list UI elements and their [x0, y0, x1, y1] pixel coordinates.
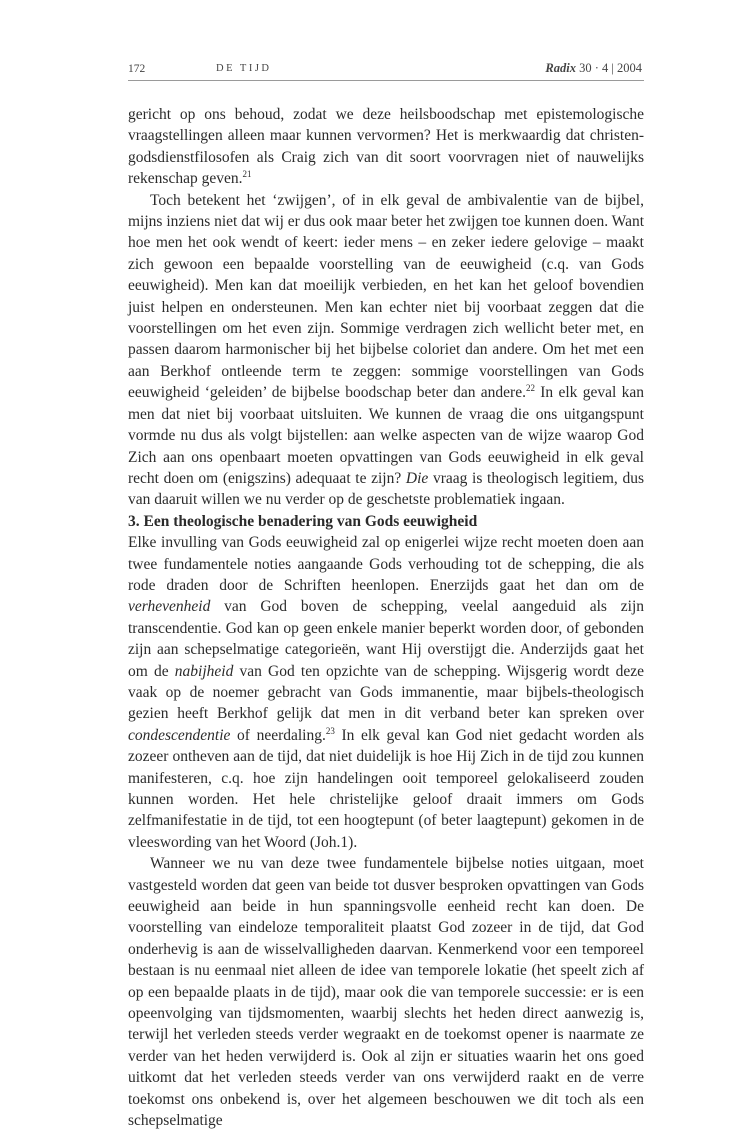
footnote-ref-23[interactable]: 23: [325, 725, 335, 736]
journal-citation: [545, 61, 642, 76]
paragraph-4: Wanneer we nu van deze twee fundamentele bijbelse noties uitgaan, moet vastgesteld worden dat geen van beide tot dusver besproken opvattingen van Gods eeuwigheid aan beide in hun spanningsvolle eenheid recht kan doen. De voorstelling van eindeloze temporaliteit plaatst God zozeer in de tijd, dat God onderhevig is aan de wisselvalligheden daarvan. Kenmerkend voor een temporeel bestaan is nu eenmaal niet alleen de idee van temporele lokatie (het speelt zich af op een bepaalde plaats in de tijd), maar ook die van temporele successie: er is een opeenvolging van tijdsmomenten, waarbij slechts het heden direct aanwezig is, terwijl het verleden steeds verder wegraakt en de toekomst opener is naarmate ze verder van het heden verwijderd is. Ook al zijn er situaties waarin het ons goed uitkomt dat het verleden steeds verder van ons verwijderd raakt en de verre toekomst ons onbekend is, over het algemeen beschouwen we dit toch als een schepselmatige: [128, 855, 644, 1130]
paragraph-1: gericht op ons behoud, zodat we deze heilsboodschap met epistemologische vraagstellingen alleen maar kunnen vervormen? Het is merkwaardig dat christen-godsdienstfilosofen als Craig zich van dit soort voorvragen niet of nauwelijks rekenschap geven.$^{21}$: [128, 106, 644, 188]
page-number: 172: [128, 63, 146, 75]
paragraph-2: Toch betekent het ‘zwijgen’, of in elk geval de ambivalentie van de bijbel, mijns inziens niet dat wij er dus ook maar beter het zwijgen toe kunnen doen. Want hoe men het ook wendt of keert: ieder mens – en zeker iedere gelovige – maakt zich gewoon een bepaalde voorstelling van de eeuwigheid (c.q. van Gods eeuwigheid). Men kan dat moeilijk verbieden, en het kan het geloof bovendien juist helpen en ondersteunen. Men kan echter niet bij voorbaat zeggen dat die voorstellingen om het even zijn. Sommige verdragen zich wellicht beter met, en passen daarom harmonischer bij het bijbelse coloriet dan andere. Om het met een aan Berkhof ontleende term te zeggen: sommige voorstellingen van Gods eeuwigheid ‘geleiden’ de bijbelse boodschap beter dan andere.$^{22}$ In elk geval kan men dat niet bij voorbaat uitsluiten. We kunnen de vraag die ons uitgangspunt vormde nu dus als volgt bijstellen: aan welke aspecten van de wijze waarop God Zich aan ons openbaart moeten opvattingen van Gods eeuwigheid in elk geval recht doen om (enigszins) adequaat te zijn? Die vraag is theologisch legitiem, dus van daaruit willen we nu verder op de geschetste problematiek ingaan.: [128, 191, 644, 509]
journal-issue: 30 · 4 | 2004: [579, 61, 642, 75]
paragraph-3: Elke invulling van Gods eeuwigheid zal op enigerlei wijze recht moeten doen aan twee fundamentele noties aangaande Gods verhouding tot de schepping, die als rode draden door de Schriften heenlopen. Enerzijds gaat het dan om de verhevenheid van God boven de schepping, veelal aangeduid als zijn transcendentie. God kan op geen enkele manier beperkt worden door, of gebonden zijn aan schepselmatige categorieën, want Hij overstijgt die. Anderzijds gaat het om de nabijheid van God ten opzichte van de schepping. Wijsgerig wordt deze vaak op de noemer gebracht van Gods immanentie, maar bijbels-theologisch gezien heeft Berkhof gelijk dat men in dit verband beter kan spreken over condescendentie of neerdaling.$^{23}$ In elk geval kan God niet gedacht worden als zozeer ontheven aan de tijd, dat niet duidelijk is hoe Hij Zich in de tijd zou kunnen manifesteren, c.q. hoe zijn handelingen ooit temporeel gelokaliseerd zouden kunnen worden. Het hele christelijke geloof draait immers om Gods zelfmanifestatie in de tijd, tot een hoogtepunt (of beter laagtepunt) gekomen in de vleeswording van het Woord (Joh.1).: [128, 534, 645, 851]
body-text: [128, 104, 644, 1132]
journal-name: Radix: [545, 61, 576, 75]
footnote-ref-21[interactable]: 21: [242, 169, 252, 180]
footnote-ref-22[interactable]: 22: [525, 383, 535, 394]
running-header: [128, 58, 644, 81]
section-title: DE TIJD: [216, 63, 272, 74]
section-heading: 3. Een theologische benadering van Gods eeuwigheid: [128, 512, 478, 530]
